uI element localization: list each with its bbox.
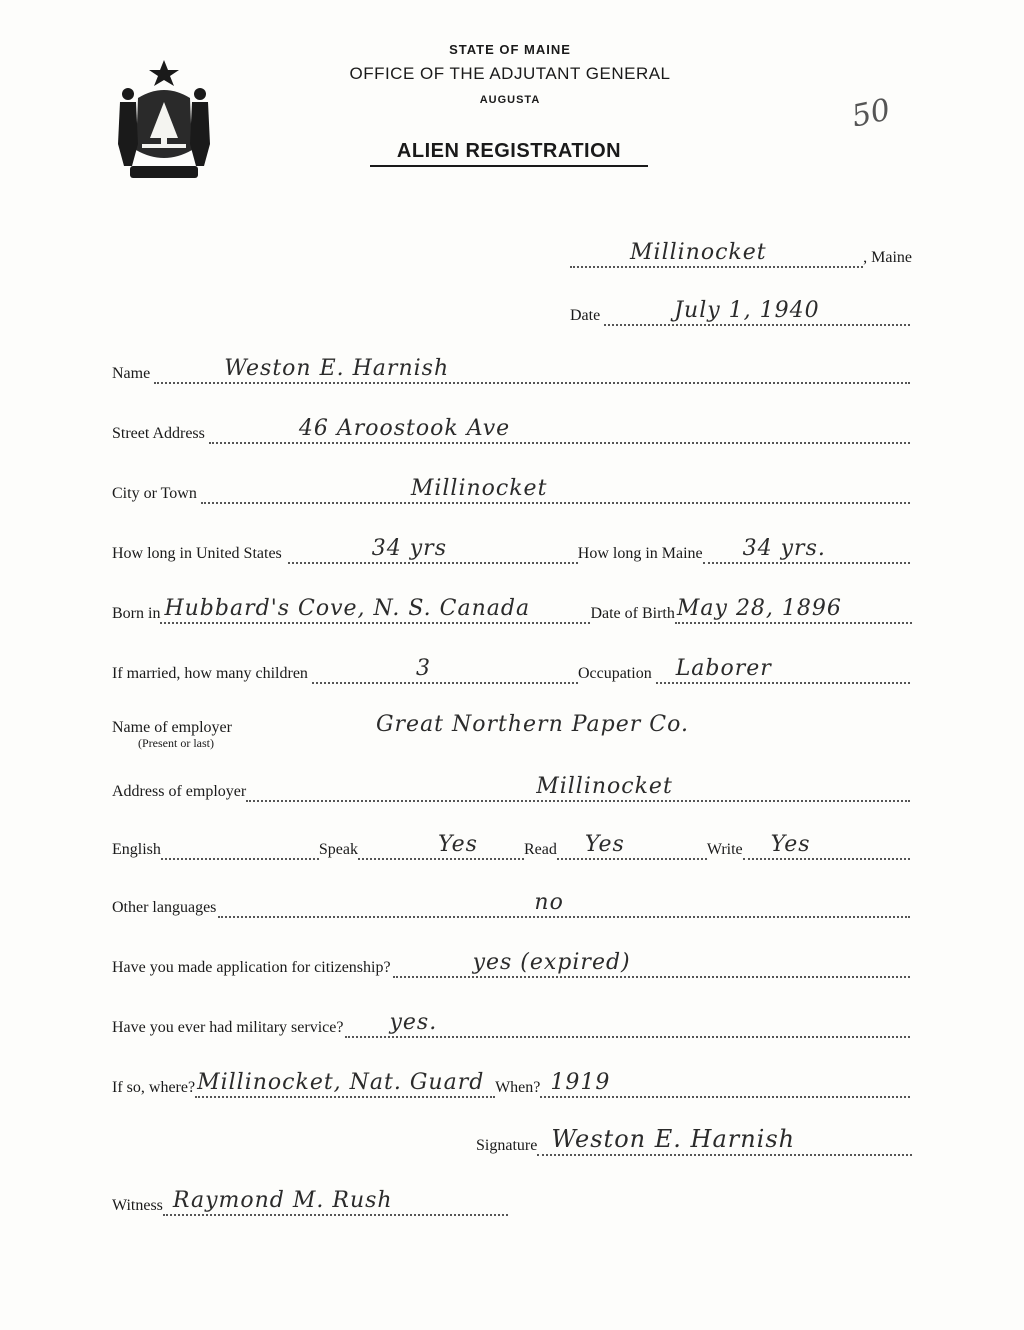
when-value: 1919 [550,1070,611,1095]
header-city: AUGUSTA [479,94,541,106]
military-label: Have you ever had military service? [112,1019,344,1036]
street-value: 46 Aroostook Ave [298,416,511,441]
occupation-label: Occupation [577,665,652,682]
where-label: If so, where? [112,1079,196,1096]
english-row [112,824,910,860]
citizenship-label: Have you made application for citizenship? [112,959,391,976]
town-field[interactable] [570,230,863,268]
witness-field[interactable] [163,1178,508,1216]
name-field[interactable] [154,346,910,384]
children-label: If married, how many children [112,665,308,682]
write-field[interactable] [743,822,910,860]
name-label: Name [112,365,151,382]
write-value: Yes [770,832,811,857]
other-languages-label: Other languages [112,899,217,916]
employer-value: Great Northern Paper Co. [375,712,689,737]
header-office: OFFICE OF THE ADJUTANT GENERAL [349,64,671,83]
city-label: City or Town [112,485,197,502]
children-field[interactable] [312,646,578,684]
birth-row [112,588,912,624]
town-row [570,232,912,268]
employer-label: Name of employer [112,719,232,736]
street-row [112,408,910,444]
us-time-field[interactable] [288,526,578,564]
employer-field[interactable] [236,702,910,738]
speak-field[interactable] [358,822,524,860]
where-value: Millinocket, Nat. Guard [197,1070,485,1095]
name-value: Weston E. Harnish [224,356,450,381]
name-row [112,348,910,384]
employer-sublabel: (Present or last) [138,736,214,750]
citizenship-value: yes (expired) [472,950,631,975]
me-time-field[interactable] [703,526,910,564]
signature-row [476,1120,912,1156]
me-time-label: How long in Maine [577,545,703,562]
where-field[interactable] [195,1060,495,1098]
date-field[interactable] [604,288,910,326]
dob-field[interactable] [675,586,912,624]
read-field[interactable] [557,822,707,860]
employer-address-value: Millinocket [536,774,673,799]
other-languages-row [112,882,910,918]
other-languages-value: no [534,890,564,915]
street-field[interactable] [209,406,910,444]
witness-label: Witness [112,1197,163,1214]
english-field [161,822,319,860]
witness-row [112,1180,508,1216]
us-time-label: How long in United States [112,545,282,562]
signature-value: Weston E. Harnish [551,1125,796,1153]
town-suffix: , Maine [863,249,912,266]
speak-label: Speak [318,841,358,858]
write-label: Write [706,841,743,858]
page-mark: 50 [848,92,894,135]
signature-field[interactable] [537,1118,912,1156]
dob-value: May 28, 1896 [676,596,842,621]
children-row [112,648,910,684]
date-value: July 1, 1940 [674,298,820,323]
dob-label: Date of Birth [590,605,675,622]
citizenship-row [112,942,910,978]
when-field[interactable] [540,1060,910,1098]
military-field[interactable] [345,1000,910,1038]
employer-row [112,702,910,738]
occupation-value: Laborer [675,656,772,681]
signature-label: Signature [476,1137,538,1154]
employer-address-field[interactable] [246,764,910,802]
read-value: Yes [584,832,625,857]
children-value: 3 [415,656,431,681]
born-label: Born in [112,605,161,622]
town-value: Millinocket [630,240,767,265]
when-label: When? [495,1079,541,1096]
service-row [112,1062,910,1098]
city-field[interactable] [201,466,910,504]
witness-value: Raymond M. Rush [172,1188,393,1213]
military-value: yes. [389,1010,438,1035]
born-value: Hubbard's Cove, N. S. Canada [164,596,531,621]
header-state: STATE OF MAINE [449,42,571,57]
read-label: Read [524,841,557,858]
city-value: Millinocket [410,476,548,501]
date-label: Date [570,307,601,324]
street-label: Street Address [112,425,205,442]
us-time-value: 34 yrs [371,536,447,561]
employer-address-row [112,766,910,802]
other-languages-field[interactable] [218,880,910,918]
me-time-value: 34 yrs. [742,536,826,561]
english-label: English [112,841,161,858]
date-row [570,290,910,326]
occupation-field[interactable] [656,646,910,684]
form-title: ALIEN REGISTRATION [370,140,648,167]
military-row [112,1002,910,1038]
residence-row [112,528,910,564]
city-row [112,468,910,504]
speak-value: Yes [438,832,478,857]
citizenship-field[interactable] [393,940,910,978]
born-field[interactable] [160,586,590,624]
maine-state-seal-icon [108,58,220,180]
employer-address-label: Address of employer [112,783,247,800]
